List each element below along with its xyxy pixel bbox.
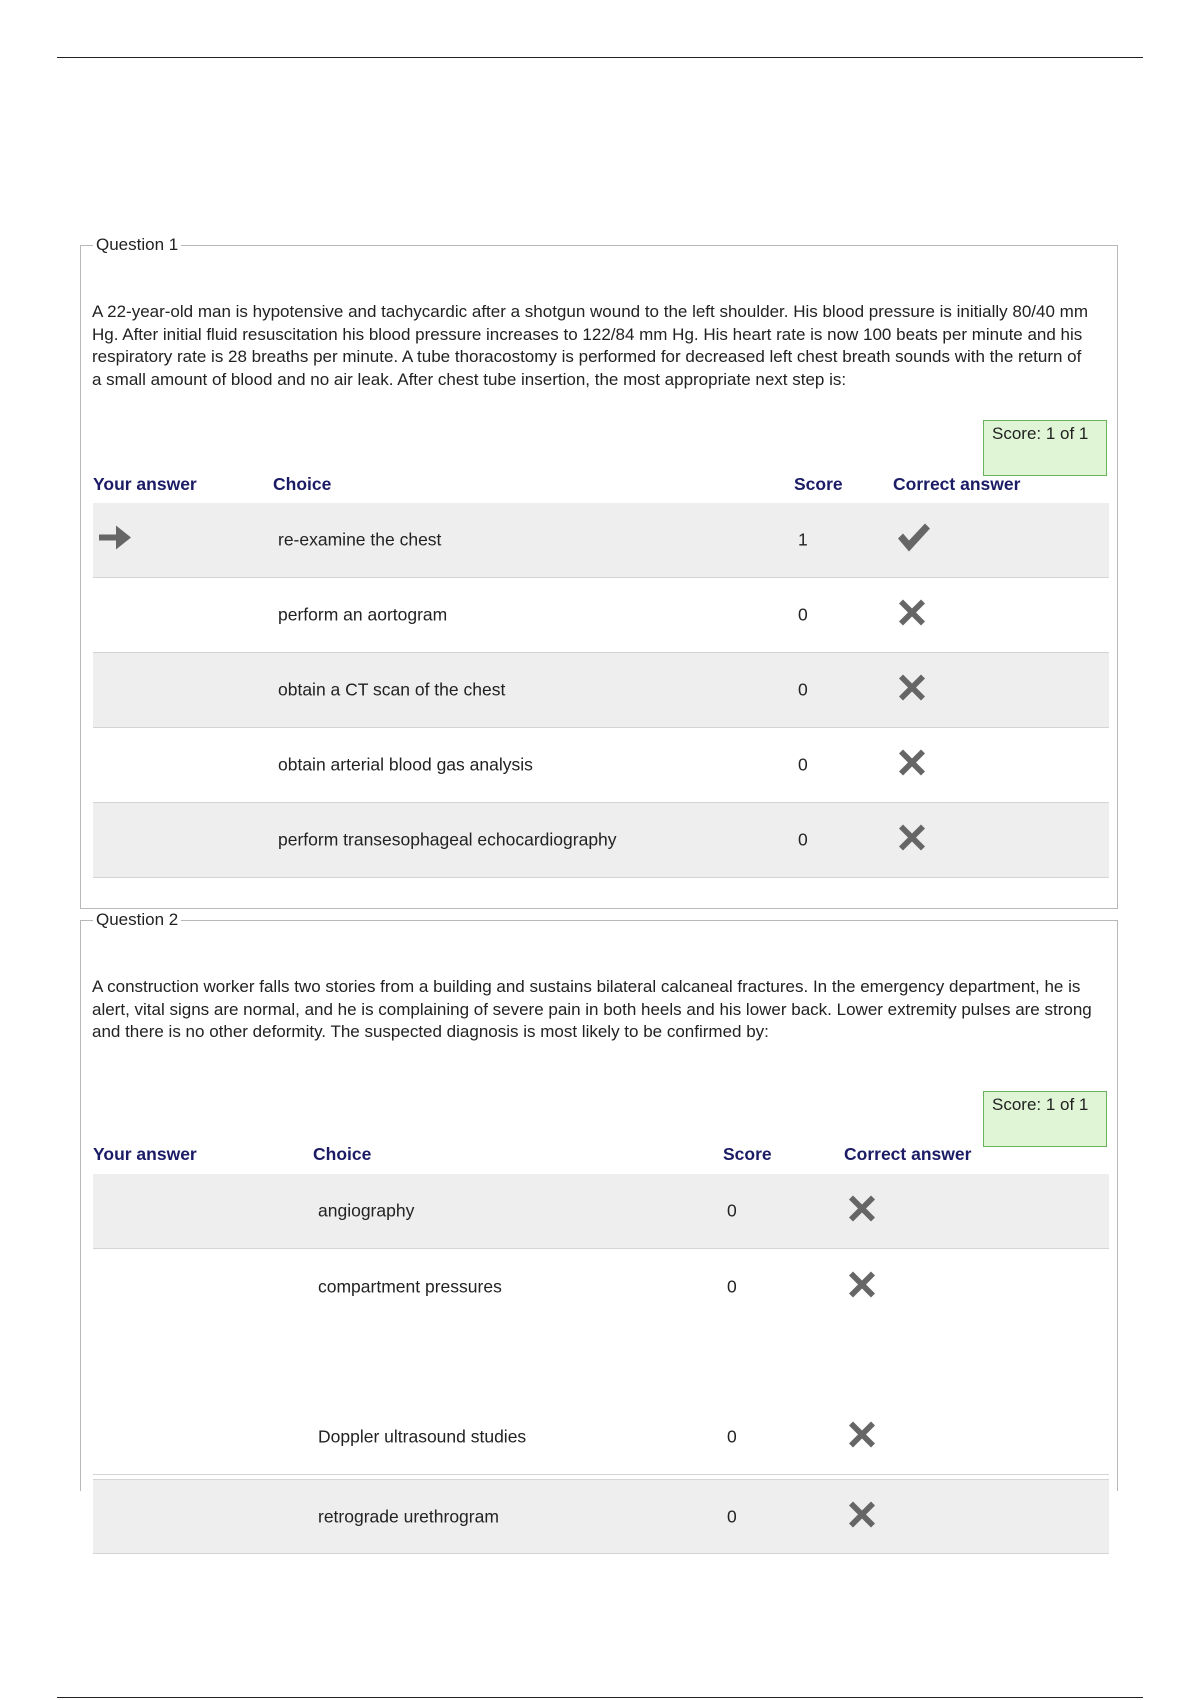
table-header [93,474,1109,500]
table-row [93,1479,1109,1554]
cross-icon [897,598,927,633]
header-choice: Choice [313,1144,372,1164]
choice-text: perform transesophageal echocardiography [278,829,617,850]
score-badge: Score: 1 of 1 [983,1091,1107,1147]
header-correct-answer: Correct answer [844,1144,972,1164]
choice-text: compartment pressures [318,1276,502,1296]
header-score: Score [723,1144,772,1164]
choice-score: 0 [798,604,808,625]
header-choice: Choice [273,474,332,494]
question-text: A construction worker falls two stories from a building and sustains bilateral calcaneal fractures. In the emergency department, he is alert, vital signs are normal, and he is complaining of severe pain in both heels and his lower back. Lower extremity pulses are strong and there is no other deformity. The suspected diagnosis is most likely to be confirmed by: [92,977,1092,1041]
choice-text: retrograde urethrogram [318,1506,499,1526]
table-header [93,1144,1109,1170]
table-row [93,578,1109,653]
header-score: Score [794,474,843,494]
choice-text: re-examine the chest [278,529,442,550]
choice-text: obtain arterial blood gas analysis [278,754,533,775]
choice-score: 0 [798,829,808,850]
cross-icon [897,748,927,783]
choice-score: 0 [727,1200,737,1221]
table-row [93,803,1109,878]
question-legend: Question 2 [96,910,179,929]
cross-icon [847,1194,877,1229]
cross-icon [897,673,927,708]
question-1 [80,236,1118,909]
score-badge: Score: 1 of 1 [983,420,1107,476]
answer-table [93,1174,1109,1554]
choice-score: 0 [727,1276,737,1296]
choice-score: 1 [798,529,808,550]
choice-text: perform an aortogram [278,604,448,625]
question-legend: Question 1 [96,235,179,254]
choice-text: obtain a CT scan of the chest [278,679,506,700]
check-icon [896,522,932,559]
cross-icon [847,1269,877,1304]
choice-text: Doppler ultrasound studies [318,1426,527,1447]
header-correct-answer: Correct answer [893,474,1021,494]
table-row [93,1249,1109,1324]
table-row [93,1400,1109,1475]
choice-score: 0 [727,1426,737,1447]
selected-arrow-icon [97,522,133,559]
table-row [93,503,1109,578]
cross-icon [847,1499,877,1534]
choice-score: 0 [798,679,808,700]
table-row [93,653,1109,728]
table-row [93,1174,1109,1249]
question-2 [80,910,1118,1526]
cross-icon [847,1420,877,1455]
bottom-rule [57,1697,1143,1698]
table-row [93,728,1109,803]
choice-score: 0 [727,1506,737,1526]
choice-score: 0 [798,754,808,775]
header-your-answer: Your answer [93,1144,197,1164]
top-rule [57,57,1143,58]
question-text: A 22-year-old man is hypotensive and tachycardic after a shotgun wound to the left shoulder. His blood pressure is initially 80/40 mm Hg. After initial fluid resuscitation his blood pressure increases to 122/84 mm Hg. His heart rate is now 100 beats per minute and his respiratory rate is 28 breaths per minute. A tube thoracostomy is performed for decreased left chest breath sounds with the return of a small amount of blood and no air leak. After chest tube insertion, the most appropriate next step is: [92,302,1088,389]
cross-icon [897,823,927,858]
answer-table [93,503,1109,878]
header-your-answer: Your answer [93,474,197,494]
choice-text: angiography [318,1200,415,1221]
